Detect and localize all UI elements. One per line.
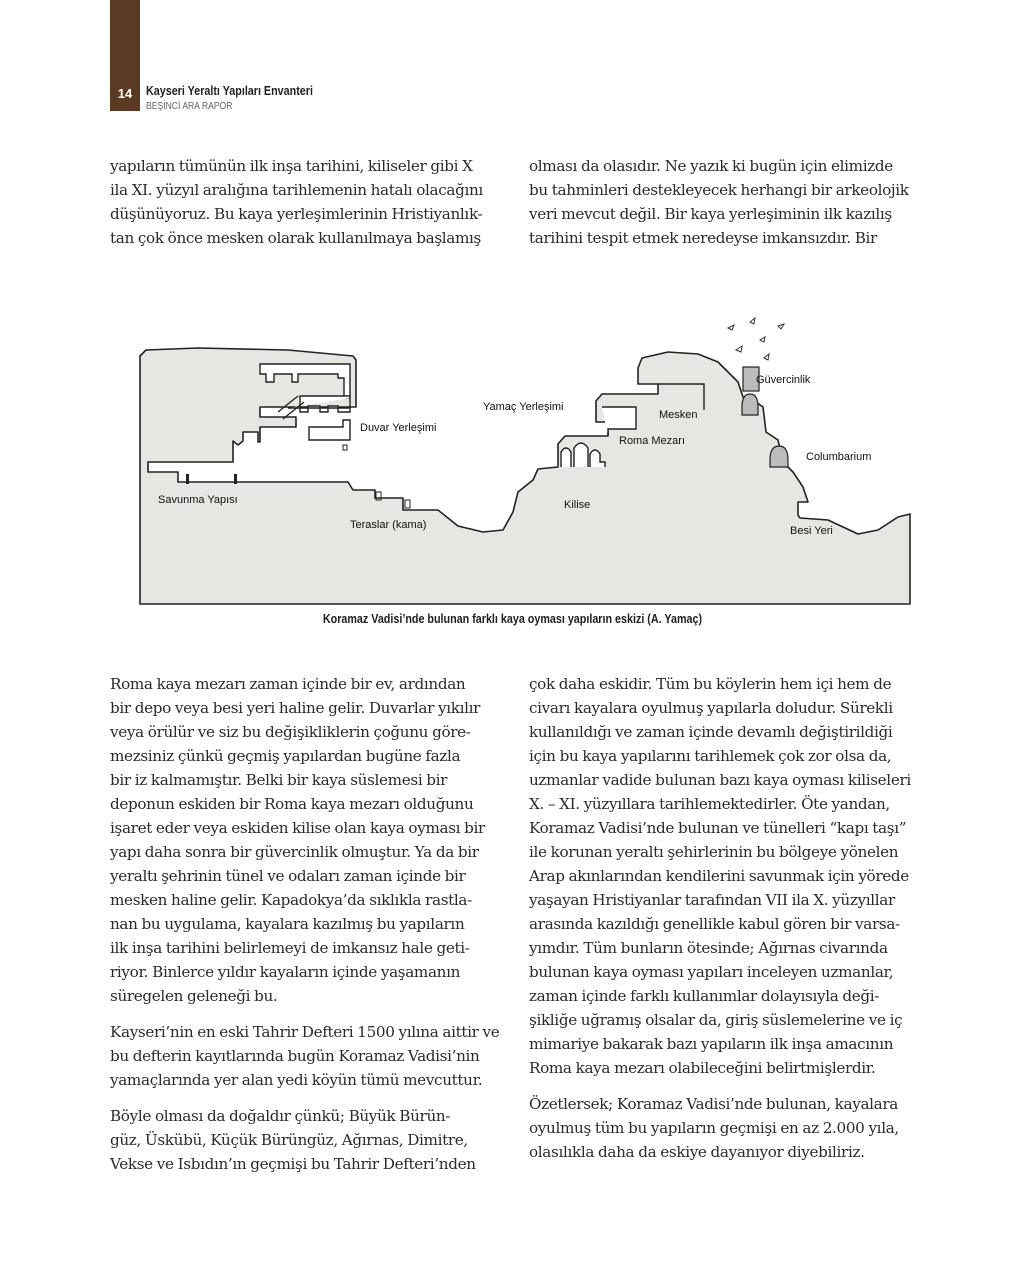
page-number: 14 <box>117 86 133 101</box>
label-roma: Roma Mezarı <box>619 435 686 447</box>
text-line: yımdır. Tüm bunların ötesinde; Ağırnas civarında <box>529 939 888 957</box>
label-kilise: Kilise <box>564 499 591 511</box>
text-line: civarı kayalara oyulmuş yapılarla doludur. Sürekli <box>529 699 893 717</box>
body-right-column <box>529 672 929 1176</box>
paragraph <box>110 1020 510 1092</box>
body-left-column <box>110 672 510 1188</box>
text-line: Koramaz Vadisi’nde bulunan ve tünelleri “kapı taşı” <box>529 819 907 837</box>
text-line: Böyle olması da doğaldır çünkü; Büyük Bürün- <box>110 1107 451 1125</box>
paragraph <box>529 672 929 1080</box>
text-line: tan çok önce mesken olarak kullanılmaya başlamış <box>110 229 481 247</box>
text-line: bir iz kalmamıştır. Belki bir kaya süslemesi bir <box>110 771 448 789</box>
label-teraslar: Teraslar (kama) <box>350 519 427 531</box>
text-line: arasında kazıldığı genellikle kabul gören bir varsa- <box>529 915 900 933</box>
text-line: yapı daha sonra bir güvercinlik olmuştur. Ya da bir <box>110 843 479 861</box>
label-savunma: Savunma Yapısı <box>158 494 238 506</box>
text-line: uzmanlar vadide bulunan bazı kaya oyması kiliseleri <box>529 771 911 789</box>
text-line: riyor. Binlerce yıldır kayaların içinde yaşamanın <box>110 963 461 981</box>
text-line: ilk inşa tarihini belirlemeyi de imkansız hale geti- <box>110 939 470 957</box>
text-line: olasılıkla daha da eskiye dayanıyor diyebiliriz. <box>529 1143 865 1161</box>
text-line: veri mevcut değil. Bir kaya yerleşiminin ilk kazılış <box>529 205 892 223</box>
text-line: X. – XI. yüzyıllara tarihlemektedirler. Öte yandan, <box>529 795 890 813</box>
text-line: mimariye bakarak bazı yapıların ilk inşa amacının <box>529 1035 894 1053</box>
text-line: Roma kaya mezarı zaman içinde bir ev, ardından <box>110 675 466 693</box>
text-line: süregelen geleneği bu. <box>110 987 278 1005</box>
text-line: bu tahminleri destekleyecek herhangi bir arkeolojik <box>529 181 909 199</box>
text-line: ile korunan yeraltı şehirlerinin bu bölgeye yönelen <box>529 843 899 861</box>
text-line: kullanıldığı ve zaman içinde devamlı değiştirildiği <box>529 723 893 741</box>
label-yamac: Yamaç Yerleşimi <box>483 401 564 413</box>
text-line: yamaçlarında yer alan yedi köyün tümü mevcuttur. <box>110 1071 483 1089</box>
label-columbarium: Columbarium <box>806 451 872 463</box>
paragraph <box>529 1092 929 1164</box>
paragraph <box>110 1104 510 1176</box>
label-mesken: Mesken <box>659 409 698 421</box>
label-duvar: Duvar Yerleşimi <box>360 422 437 434</box>
text-line: çok daha eskidir. Tüm bu köylerin hem içi hem de <box>529 675 892 693</box>
text-line: mesken haline gelir. Kapadokya’da sıklıkla rastla- <box>110 891 472 909</box>
paragraph <box>110 672 510 1008</box>
text-line: düşünüyoruz. Bu kaya yerleşimlerinin Hristiyanlık- <box>110 205 483 223</box>
text-line: için bu kaya yapılarını tarihlemek çok zor olsa da, <box>529 747 892 765</box>
text-line: tarihini tespit etmek neredeyse imkansızdır. Bir <box>529 229 877 247</box>
figure-caption: Koramaz Vadisi’nde bulunan farklı kaya oyması yapıların eskizi (A. Yamaç) <box>322 612 702 626</box>
text-line: güz, Üskübü, Küçük Bürüngüz, Ağırnas, Dimitre, <box>110 1131 468 1149</box>
label-guvercinlik: Güvercinlik <box>756 374 811 386</box>
text-line: Kayseri’nin en eski Tahrir Defteri 1500 yılına aittir ve <box>110 1023 500 1041</box>
text-line: olması da olasıdır. Ne yazık ki bugün için elimizde <box>529 157 893 175</box>
top-right-column <box>529 154 929 250</box>
text-line: yeraltı şehrinin tünel ve odaları zaman içinde bir <box>110 867 466 885</box>
rock-profile <box>140 348 910 604</box>
text-line: mezsiniz çünkü geçmiş yapılardan bugüne fazla <box>110 747 461 765</box>
text-line: yapıların tümünün ilk inşa tarihini, kiliseler gibi X <box>110 157 473 175</box>
text-line: deponun eskiden bir Roma kaya mezarı olduğunu <box>110 795 474 813</box>
text-line: bulunan kaya oyması yapıları inceleyen uzmanlar, <box>529 963 894 981</box>
text-line: işaret eder veya eskiden kilise olan kaya oyması bir <box>110 819 485 837</box>
text-line: oyulmuş tüm bu yapıların geçmişi en az 2.000 yıla, <box>529 1119 899 1137</box>
text-line: yaşayan Hristiyanlar tarafından VII ila X. yüzyıllar <box>529 891 895 909</box>
top-left-column <box>110 154 510 250</box>
text-line: Roma kaya mezarı olabileceğini belirtmişlerdir. <box>529 1059 876 1077</box>
text-line: Özetlersek; Koramaz Vadisi’nde bulunan, kayalara <box>529 1095 898 1113</box>
text-line: zaman içinde farklı kullanımlar dolayısıyla deği- <box>529 987 880 1005</box>
running-subtitle: BEŞİNCİ ARA RAPOR <box>146 101 233 112</box>
text-line: ila XI. yüzyıl aralığına tarihlemenin hatalı olacağını <box>110 181 483 199</box>
birds-icon <box>728 318 784 360</box>
text-line: bir depo veya besi yeri haline gelir. Duvarlar yıkılır <box>110 699 481 717</box>
text-line: nan bu uygulama, kayalara kazılmış bu yapıların <box>110 915 465 933</box>
text-line: Arap akınlarından kendilerini savunmak için yörede <box>529 867 909 885</box>
text-line: şikliğe uğramış olsalar da, giriş süslemelerine ve iç <box>529 1011 903 1029</box>
text-line: veya örülür ve siz bu değişikliklerin çoğunu göre- <box>110 723 471 741</box>
text-line: bu defterin kayıtlarında bugün Koramaz Vadisi’nin <box>110 1047 480 1065</box>
text-line: Vekse ve Isbıdın’ın geçmişi bu Tahrir Defteri’nden <box>110 1155 476 1173</box>
label-besi: Besi Yeri <box>790 525 833 537</box>
valley-sketch-figure <box>138 312 918 608</box>
running-title: Kayseri Yeraltı Yapıları Envanteri <box>146 84 313 98</box>
cross-section-diagram <box>138 312 918 608</box>
